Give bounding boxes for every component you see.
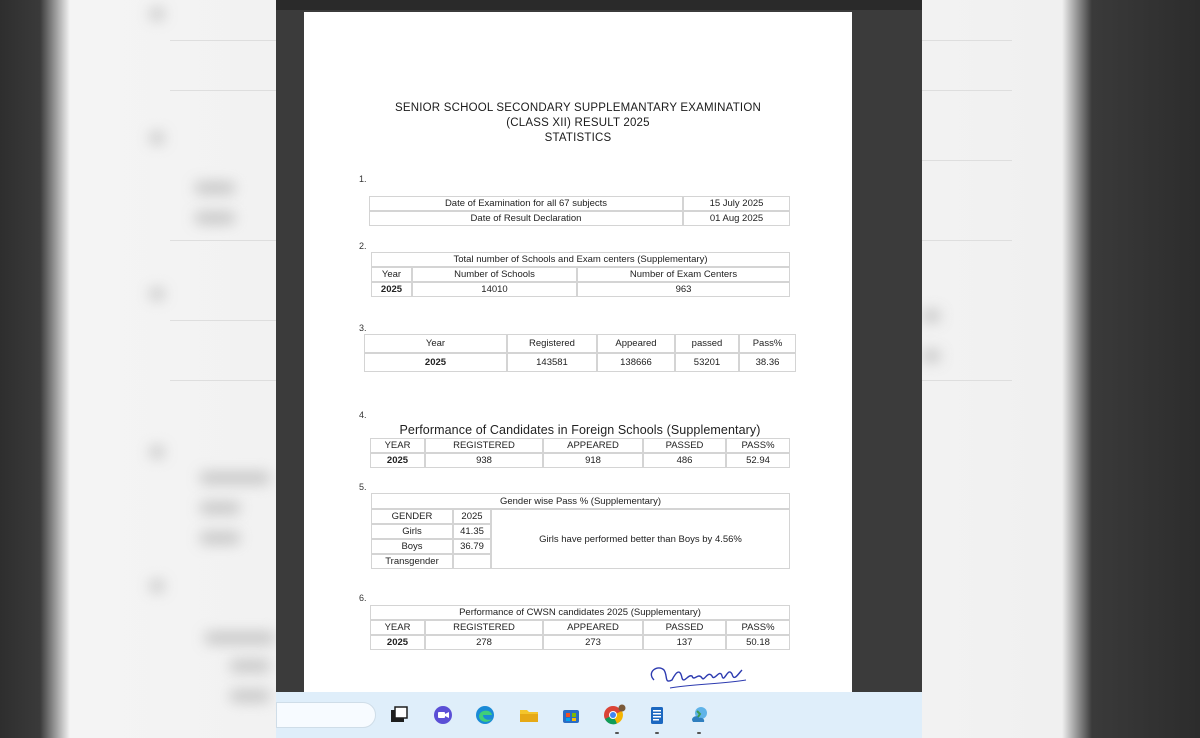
file-explorer-icon[interactable] [518, 704, 540, 726]
foreign-value-passed: 486 [643, 453, 726, 468]
foreign-heading: Performance of Candidates in Foreign Schools (Supplementary) [399, 422, 761, 437]
foreign-header-registered: REGISTERED [425, 438, 543, 453]
section-2-number: 2. [359, 241, 367, 251]
cwsn-value-pass-percent: 50.18 [726, 635, 790, 650]
cwsn-value-year: 2025 [370, 635, 425, 650]
foreign-header-passed: PASSED [643, 438, 726, 453]
viewer-toolbar [276, 0, 922, 10]
running-indicator [615, 732, 619, 734]
notepad-icon[interactable] [646, 704, 668, 726]
overall-value-year: 2025 [364, 353, 507, 372]
schools-header-centers: Number of Exam Centers [577, 267, 790, 282]
foreign-value-appeared: 918 [543, 453, 643, 468]
foreign-value-pass-percent: 52.94 [726, 453, 790, 468]
cwsn-value-appeared: 273 [543, 635, 643, 650]
cwsn-header-pass-percent: PASS% [726, 620, 790, 635]
schools-value-year: 2025 [371, 282, 412, 297]
gender-girls-label: Girls [371, 524, 453, 539]
gender-transgender-value [453, 554, 491, 569]
foreign-header-pass-percent: PASS% [726, 438, 790, 453]
exam-date-value: 15 July 2025 [683, 196, 790, 211]
title-line-1: SENIOR SCHOOL SECONDARY SUPPLEMANTARY EXAMINATION [395, 102, 761, 114]
cwsn-header-registered: REGISTERED [425, 620, 543, 635]
overall-value-registered: 143581 [507, 353, 597, 372]
store-icon[interactable] [560, 704, 582, 726]
exam-date-label: Date of Examination for all 67 subjects [369, 196, 683, 211]
section-5-number: 5. [359, 482, 367, 492]
title-line-3: STATISTICS [544, 132, 612, 144]
overall-value-pass-percent: 38.36 [739, 353, 796, 372]
blurred-background-right [922, 0, 1200, 738]
running-indicator [655, 732, 659, 734]
cwsn-value-passed: 137 [643, 635, 726, 650]
running-indicator [697, 732, 701, 734]
schools-value-centers: 963 [577, 282, 790, 297]
task-view-icon[interactable] [388, 704, 410, 726]
schools-header-schools: Number of Schools [412, 267, 577, 282]
blurred-background-left [0, 0, 276, 738]
overall-header-appeared: Appeared [597, 334, 675, 353]
meet-icon[interactable] [432, 704, 454, 726]
section-4-number: 4. [359, 410, 367, 420]
schools-header-year: Year [371, 267, 412, 282]
cwsn-header-passed: PASSED [643, 620, 726, 635]
weather-icon[interactable] [688, 704, 710, 726]
foreign-value-year: 2025 [370, 453, 425, 468]
title-line-2: (CLASS XII) RESULT 2025 [506, 117, 650, 129]
schools-value-schools: 14010 [412, 282, 577, 297]
cwsn-header-year: YEAR [370, 620, 425, 635]
document-viewer[interactable] [276, 0, 922, 692]
cwsn-heading: Performance of CWSN candidates 2025 (Supplementary) [370, 605, 790, 620]
signature [642, 658, 752, 692]
section-6-number: 6. [359, 593, 367, 603]
edge-icon[interactable] [474, 704, 496, 726]
taskbar [276, 692, 922, 738]
gender-boys-value: 36.79 [453, 539, 491, 554]
overall-header-passed: passed [675, 334, 739, 353]
document-title [304, 101, 852, 146]
schools-heading: Total number of Schools and Exam centers (Supplementary) [371, 252, 790, 267]
chrome-icon[interactable] [602, 704, 624, 726]
foreign-header-appeared: APPEARED [543, 438, 643, 453]
foreign-value-registered: 938 [425, 453, 543, 468]
gender-transgender-label: Transgender [371, 554, 453, 569]
taskbar-search-box[interactable] [276, 702, 376, 728]
result-date-label: Date of Result Declaration [369, 211, 683, 226]
overall-header-registered: Registered [507, 334, 597, 353]
gender-note: Girls have performed better than Boys by 4.56% [491, 509, 790, 569]
gender-boys-label: Boys [371, 539, 453, 554]
gender-header-gender: GENDER [371, 509, 453, 524]
cwsn-value-registered: 278 [425, 635, 543, 650]
cwsn-header-appeared: APPEARED [543, 620, 643, 635]
gender-heading: Gender wise Pass % (Supplementary) [371, 493, 790, 509]
overall-header-year: Year [364, 334, 507, 353]
result-date-value: 01 Aug 2025 [683, 211, 790, 226]
gender-header-year: 2025 [453, 509, 491, 524]
gender-girls-value: 41.35 [453, 524, 491, 539]
overall-value-passed: 53201 [675, 353, 739, 372]
overall-value-appeared: 138666 [597, 353, 675, 372]
foreign-header-year: YEAR [370, 438, 425, 453]
overall-header-pass-percent: Pass% [739, 334, 796, 353]
document-page [304, 12, 852, 692]
section-3-number: 3. [359, 323, 367, 333]
section-1-number: 1. [359, 174, 367, 184]
